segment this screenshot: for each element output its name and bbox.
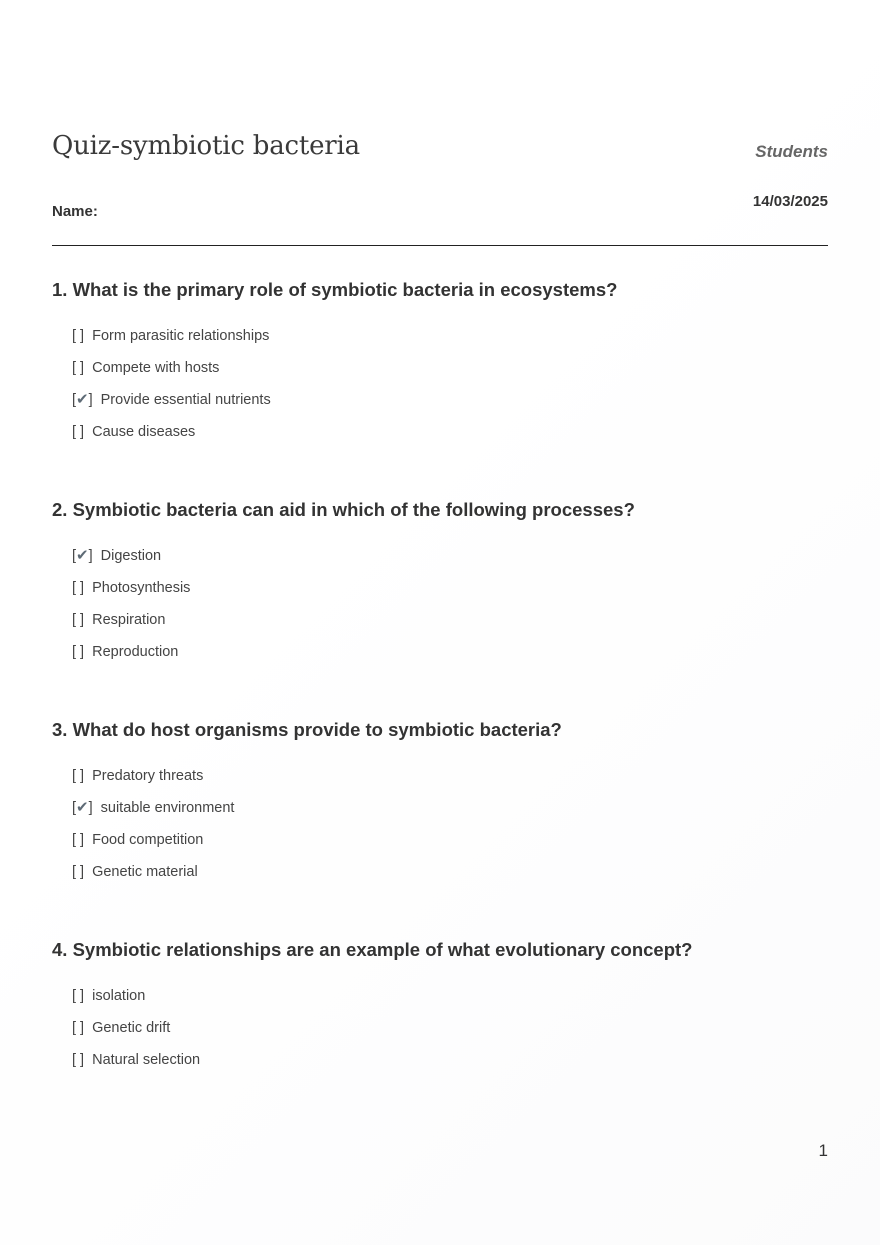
checkbox-empty[interactable]: [ ]	[72, 328, 85, 344]
option-label: Reproduction	[92, 644, 179, 660]
option-item[interactable]	[72, 1051, 828, 1083]
option-item[interactable]	[72, 863, 828, 895]
option-label: Respiration	[92, 612, 166, 628]
checkmark-icon: ✔	[76, 547, 89, 564]
option-label: Digestion	[100, 548, 162, 564]
question-1	[52, 279, 828, 455]
checkbox-empty[interactable]: [ ]	[72, 1020, 85, 1036]
option-item[interactable]	[72, 423, 828, 455]
header-divider	[52, 245, 828, 246]
option-item[interactable]	[72, 1019, 828, 1051]
option-label: Natural selection	[92, 1052, 201, 1068]
checkbox-empty[interactable]: [ ]	[72, 424, 85, 440]
option-item[interactable]	[72, 327, 828, 359]
option-label: Predatory threats	[92, 768, 204, 784]
option-list	[52, 547, 828, 675]
audience-label: Students	[755, 142, 828, 161]
option-label: Genetic drift	[92, 1020, 171, 1036]
checkbox-checked[interactable]: [✔]	[72, 547, 93, 564]
question-3	[52, 719, 828, 895]
option-label: Form parasitic relationships	[92, 328, 270, 344]
checkbox-empty[interactable]: [ ]	[72, 988, 85, 1004]
checkmark-icon: ✔	[76, 799, 89, 816]
question-2	[52, 499, 828, 675]
checkbox-empty[interactable]: [ ]	[72, 644, 85, 660]
option-label: isolation	[92, 988, 146, 1004]
checkbox-empty[interactable]: [ ]	[72, 612, 85, 628]
option-label: Cause diseases	[92, 424, 196, 440]
option-list	[52, 327, 828, 455]
option-item[interactable]	[72, 767, 828, 799]
question-text: 4. Symbiotic relationships are an example of what evolutionary concept?	[52, 939, 693, 960]
checkmark-icon: ✔	[76, 391, 89, 408]
option-item[interactable]	[72, 359, 828, 391]
checkbox-empty[interactable]: [ ]	[72, 360, 85, 376]
option-item[interactable]	[72, 579, 828, 611]
question-text: 2. Symbiotic bacteria can aid in which of the following processes?	[52, 499, 635, 520]
option-item[interactable]	[72, 391, 828, 423]
checkbox-empty[interactable]: [ ]	[72, 832, 85, 848]
page-number: 1	[818, 1141, 828, 1160]
question-4	[52, 939, 828, 1083]
option-item[interactable]	[72, 611, 828, 643]
option-item[interactable]	[72, 987, 828, 1019]
option-item[interactable]	[72, 547, 828, 579]
option-item[interactable]	[72, 831, 828, 863]
quiz-date: 14/03/2025	[752, 193, 828, 210]
checkbox-empty[interactable]: [ ]	[72, 768, 85, 784]
checkbox-empty[interactable]: [ ]	[72, 1052, 85, 1068]
option-label: Provide essential nutrients	[100, 392, 271, 408]
name-label: Name:	[52, 203, 98, 220]
question-text: 3. What do host organisms provide to symbiotic bacteria?	[52, 719, 562, 740]
checkbox-empty[interactable]: [ ]	[72, 580, 85, 596]
option-label: Photosynthesis	[92, 580, 191, 596]
option-list	[52, 767, 828, 895]
option-list	[52, 987, 828, 1083]
option-label: Compete with hosts	[92, 360, 220, 376]
option-label: Food competition	[92, 832, 204, 848]
option-item[interactable]	[72, 643, 828, 675]
option-label: Genetic material	[92, 864, 198, 880]
checkbox-checked[interactable]: [✔]	[72, 799, 93, 816]
checkbox-checked[interactable]: [✔]	[72, 391, 93, 408]
option-label: suitable environment	[100, 800, 235, 816]
page-title: Quiz-symbiotic bacteria	[52, 131, 360, 161]
question-text: 1. What is the primary role of symbiotic bacteria in ecosystems?	[52, 279, 618, 300]
checkbox-empty[interactable]: [ ]	[72, 864, 85, 880]
option-item[interactable]	[72, 799, 828, 831]
